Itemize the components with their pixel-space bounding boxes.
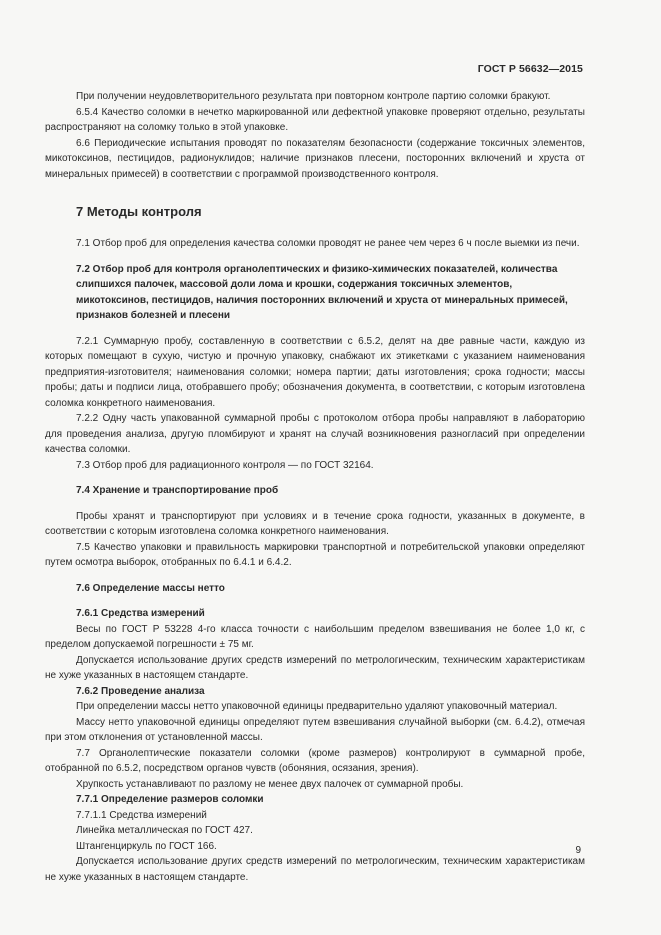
paragraph: Штангенциркуль по ГОСТ 166. [76,840,217,852]
document-header-id: ГОСТ Р 56632—2015 [477,63,583,75]
paragraph: При получении неудовлетворительного результата при повторном контроле партию соломки бракуют. [76,91,551,102]
subsection-heading: 7.6 Определение массы нетто [76,582,225,594]
paragraph: 7.7 Органолептические показатели соломки (кроме размеров) контролируют в суммарной пробе, отобранной по 6.5.2, посредством органов чувств (обоняния, осязания, зрения). [45,747,585,774]
paragraph: 7.7.1.1 Средства измерений [76,809,207,821]
subsection-heading: 7.6.1 Средства измерений [76,608,205,619]
paragraph: Весы по ГОСТ Р 53228 4-го класса точности с наибольшим пределом взвешивания не более 1,0 кг, с пределом допускаемой погрешности ± 75 мг. [45,623,585,650]
section-title: 7 Методы контроля [76,204,202,219]
paragraph: Хрупкость устанавливают по разлому не менее двух палочек от суммарной пробы. [76,778,464,790]
paragraph: 6.5.4 Качество соломки в нечетко маркированной или дефектной упаковке проверяют отдельно, результаты распространяют на соломку только в этой упаковке. [45,106,585,133]
subsection-heading: 7.7.1 Определение размеров соломки [76,794,264,805]
paragraph: 7.2.1 Суммарную пробу, составленную в соответствии с 6.5.2, делят на две равные части, каждую из которых помещают в сухую, чистую и прочную упаковку, снабжают их этикетками с указанием наименования предприятия-изготовителя; наименования соломки; номера партии; даты изготовления; срока годности; массы пробы; даты и подписи лица, отобравшего пробу; обозначения документа, в соответствии, с которым изготовлена соломка конкретного наименования. [45,335,585,409]
page-number: 9 [575,845,581,856]
subsection-heading: 7.6.2 Проведение анализа [76,685,205,697]
paragraph: Допускается использование других средств измерений по метрологическим, техническим характеристикам не хуже указанных в настоящем стандарте. [45,856,585,883]
subsection-heading: 7.4 Хранение и транспортирование проб [76,485,279,496]
paragraph: Допускается использование других средств измерений по метрологическим, техническим характеристикам не хуже указанных в настоящем стандарте. [45,654,585,681]
paragraph: 6.6 Периодические испытания проводят по показателям безопасности (содержание токсичных элементов, микотоксинов, пестицидов, радионуклидов; наличие признаков плесени, посторонних включений и хруста от минеральных примесей) в соответствии с программой производственного контроля. [45,137,585,180]
document-body [45,89,585,885]
paragraph: 7.5 Качество упаковки и правильность маркировки транспортной и потребительской упаковки определяют путем осмотра выборок, отобранных по 6.4.1 и 6.4.2. [45,541,585,568]
paragraph: 7.1 Отбор проб для определения качества соломки проводят не ранее чем через 6 ч после выемки из печи. [76,238,580,249]
paragraph: 7.2.2 Одну часть упакованной суммарной пробы с протоколом отбора пробы направляют в лабораторию для проведения анализа, другую пломбируют и хранят на случай возникновения разногласий при определении качества соломки. [45,413,585,455]
paragraph: При определении массы нетто упаковочной единицы предварительно удаляют упаковочный материал. [76,701,558,712]
subsection-heading: 7.2 Отбор проб для контроля органолептических и физико-химических показателей, количества слипшихся палочек, массовой доли лома и крошки, содержания токсичных элементов, микотоксинов, пестицидов, наличия посторонних включений и хруста от минеральных примесей, признаков болезней и плесени [76,263,568,321]
paragraph: Линейка металлическая по ГОСТ 427. [76,825,253,836]
paragraph: Пробы хранят и транспортируют при условиях и в течение срока годности, указанных в документе, в соответствии с которым изготовлена соломка конкретного наименования. [45,510,585,537]
paragraph: Массу нетто упаковочной единицы определяют путем взвешивания случайной выборки (см. 6.4.2), отмечая при этом отклонения от установленной массы. [45,716,585,743]
paragraph: 7.3 Отбор проб для радиационного контроля — по ГОСТ 32164. [76,459,374,471]
